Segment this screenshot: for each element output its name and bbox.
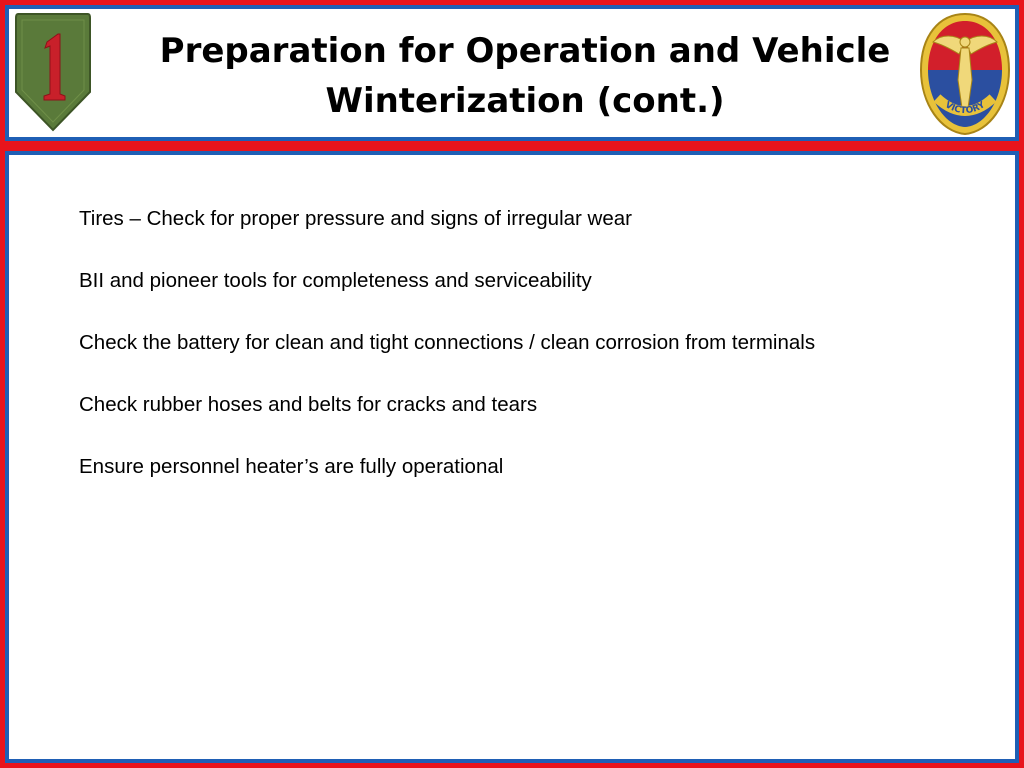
first-division-patch-icon bbox=[14, 12, 92, 132]
crest-label: VICTORY bbox=[943, 100, 987, 117]
list-item: Check the battery for clean and tight connections / clean corrosion from terminals bbox=[79, 331, 816, 354]
list-item: BII and pioneer tools for completeness and serviceability bbox=[79, 269, 592, 292]
list-item: Tires – Check for proper pressure and signs of irregular wear bbox=[79, 207, 632, 230]
page-title: Preparation for Operation and Vehicle Winterization (cont.) bbox=[159, 31, 891, 121]
list-item: Ensure personnel heater’s are fully operational bbox=[79, 455, 504, 478]
slide-content bbox=[79, 203, 939, 513]
list-item: Check rubber hoses and belts for cracks and tears bbox=[79, 393, 538, 416]
